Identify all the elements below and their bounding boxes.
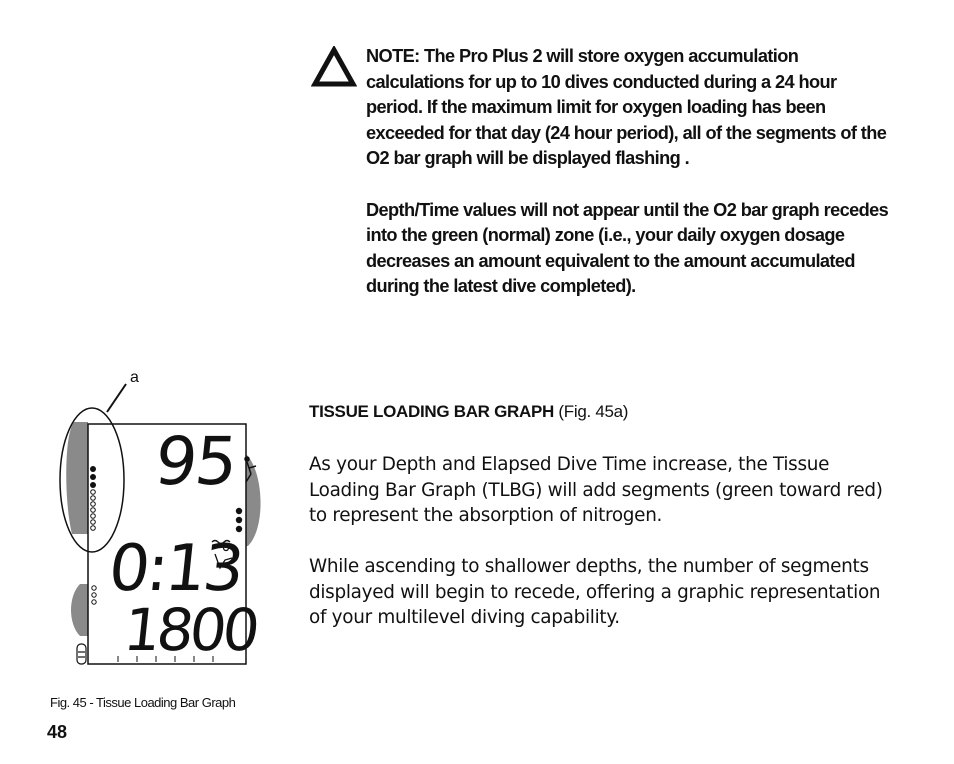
note-paragraph: NOTE: The Pro Plus 2 will store oxygen accumulation calculations for up to 10 dives conducted during a 24 hour period. If the maximum limit for oxygen loading has been exceeded for that day (24 hour period), all of the segments of the O2 bar graph will be displayed flashing . — [366, 46, 887, 169]
body-paragraph: While ascending to shallower depths, the number of segments displayed will begin to recede, offering a graphic representation of your multilevel diving capability. — [309, 556, 881, 628]
bar-segment — [90, 482, 96, 488]
figure-reference: (Fig. 45a) — [553, 402, 629, 421]
o2-bar-graph — [236, 508, 242, 532]
figure-caption: Fig. 45 - Tissue Loading Bar Graph — [50, 695, 236, 710]
bar-segment — [90, 466, 96, 472]
section-body — [309, 452, 889, 631]
dive-computer-illustration — [50, 362, 270, 672]
bar-segment — [90, 474, 96, 480]
tank-icon — [77, 644, 86, 664]
callout-label: a — [130, 369, 139, 386]
note-block — [366, 44, 896, 300]
body-paragraph: As your Depth and Elapsed Dive Time increase, the Tissue Loading Bar Graph (TLBG) will add segments (green toward red) to represent the absorption of nitrogen. — [309, 454, 883, 526]
o2-segment — [236, 517, 242, 523]
o2-segment — [236, 508, 242, 514]
warning-triangle-icon — [311, 46, 357, 88]
note-paragraph: Depth/Time values will not appear until the O2 bar graph recedes into the green (normal) zone (i.e., your daily oxygen dosage decreases an amount equivalent to the amount accumulated during the latest dive completed). — [366, 199, 889, 297]
callout-line — [107, 384, 126, 412]
housing-left — [66, 422, 88, 534]
pressure-readout: 1800 — [120, 596, 260, 664]
section-heading — [309, 402, 628, 422]
page-number: 48 — [47, 722, 68, 742]
section-title: TISSUE LOADING BAR GRAPH — [309, 402, 554, 421]
depth-readout: 95 — [151, 423, 240, 500]
dive-time-readout: 0:13 — [105, 531, 245, 606]
housing-left-lower — [71, 584, 88, 636]
dive-computer-figure — [50, 362, 270, 672]
